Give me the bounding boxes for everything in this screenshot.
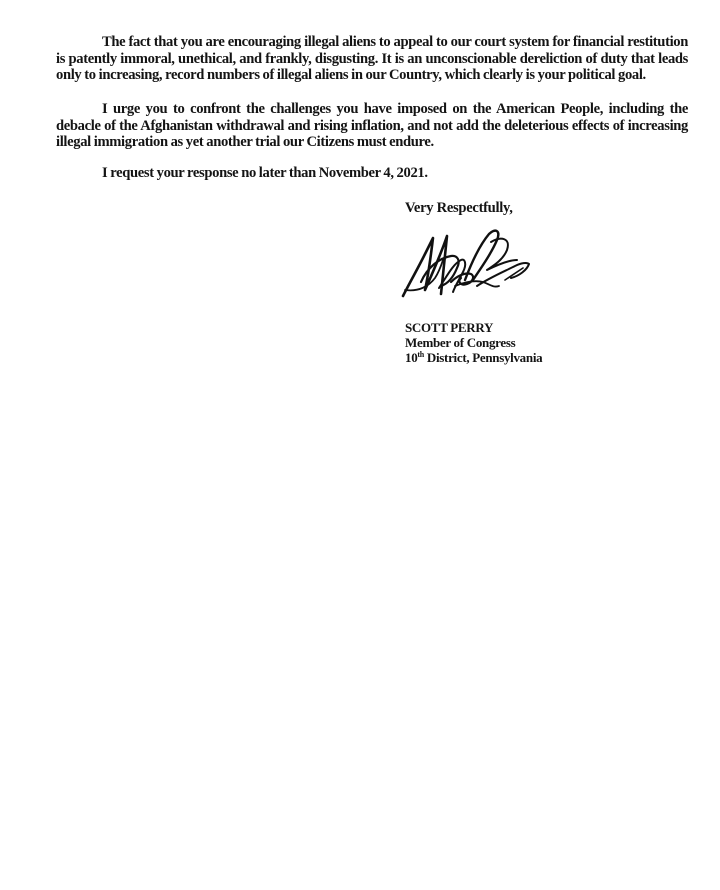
- district-name: District, Pennsylvania: [426, 350, 543, 365]
- closing-salutation: Very Respectfully,: [405, 200, 513, 216]
- signer-title: Member of Congress: [405, 335, 516, 350]
- letter-paragraph: I urge you to confront the challenges you have imposed on the American People, including the debacle of the Afghanistan withdrawal and rising inflation, and not add the deleterious effects of increasing illegal immigration as yet another trial our Citizens must endure.: [56, 101, 688, 151]
- letter-paragraph: The fact that you are encouraging illegal aliens to appeal to our court system for financial restitution is patently immoral, unethical, and frankly, disgusting. It is an unconscionable dereliction of duty that leads only to increasing, record numbers of illegal aliens in our Country, which clearly is your political goal.: [56, 34, 688, 84]
- district-ordinal-suffix: th: [417, 350, 424, 359]
- handwritten-signature: [395, 220, 545, 320]
- signer-district: [405, 350, 542, 365]
- signature-block: [405, 320, 542, 365]
- letter-paragraph: I request your response no later than November 4, 2021.: [102, 165, 428, 181]
- signer-name: SCOTT PERRY: [405, 320, 494, 335]
- district-ordinal: 10: [405, 350, 418, 365]
